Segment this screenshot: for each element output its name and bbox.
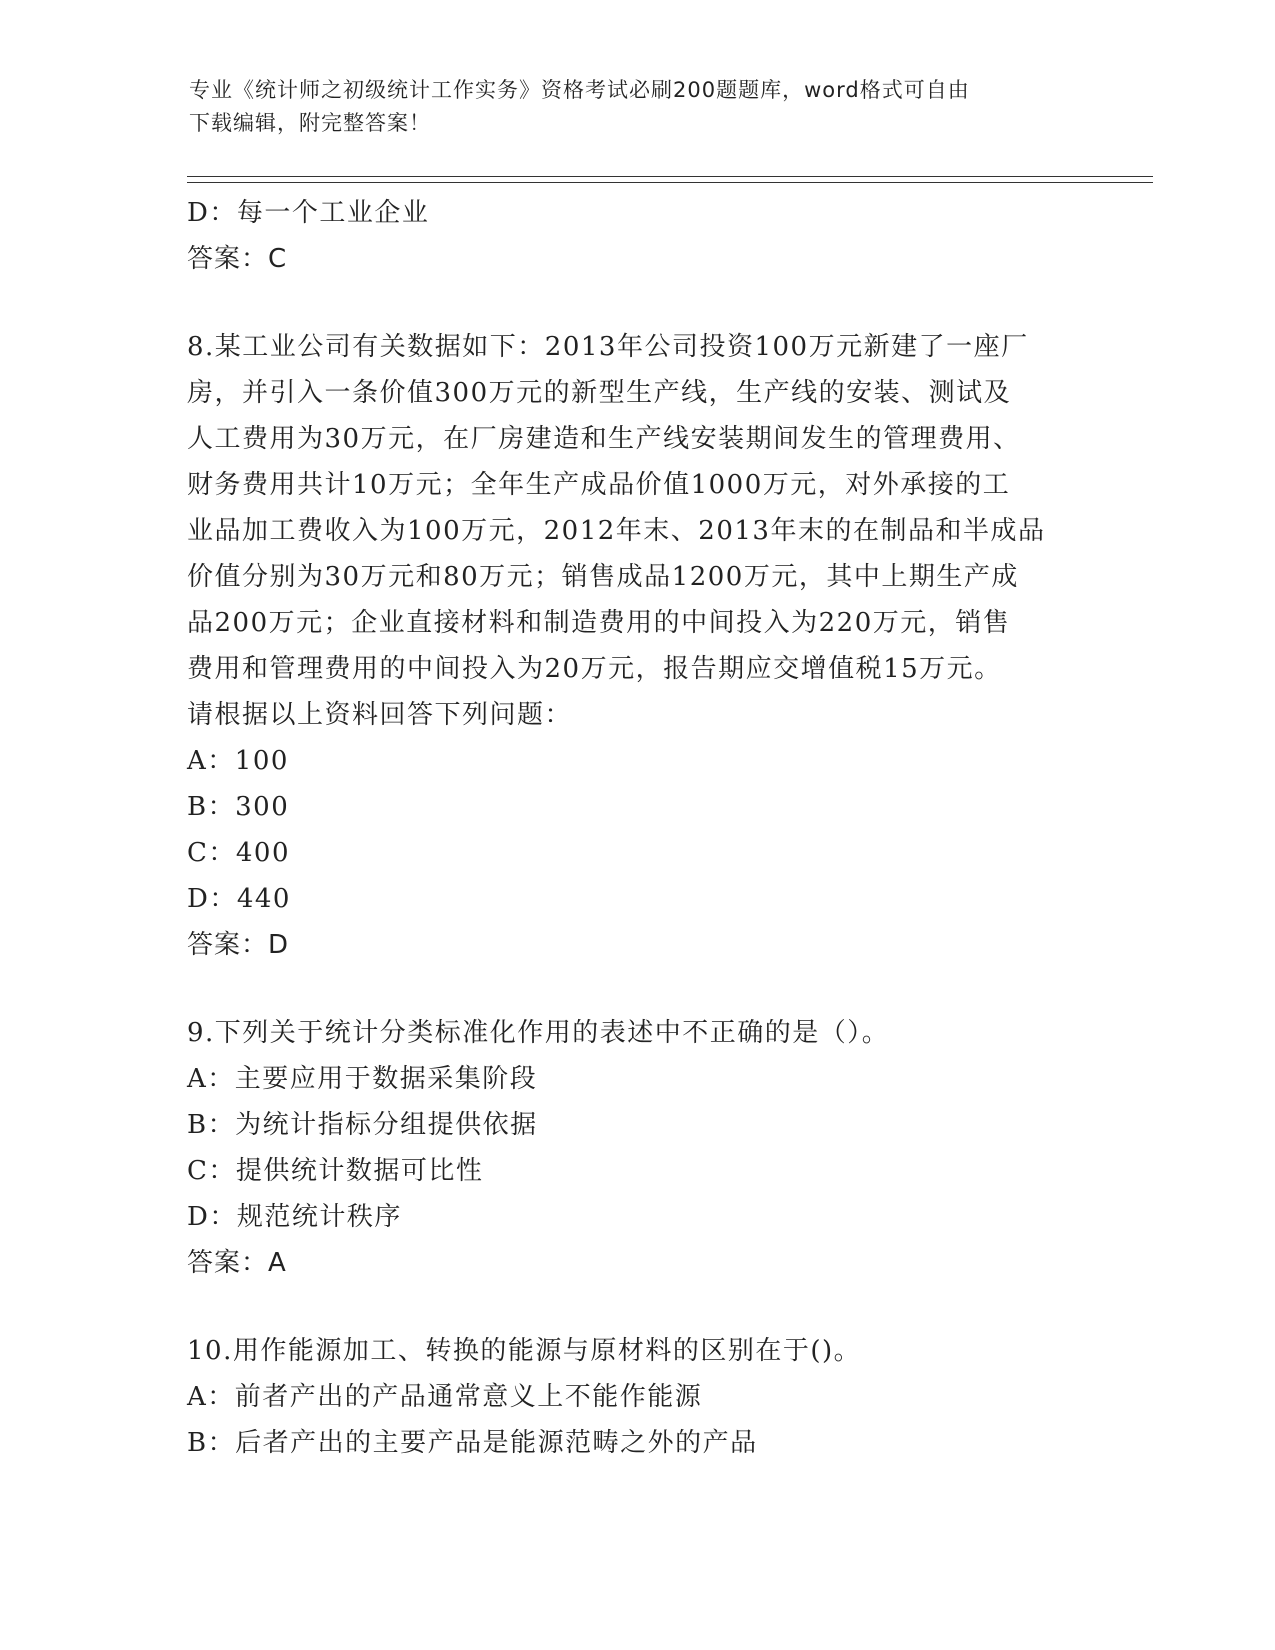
question-9-answer: 答案：A bbox=[187, 1248, 287, 1278]
spacer bbox=[187, 282, 1087, 324]
header-rule-bottom bbox=[187, 182, 1153, 183]
question-8-line: 品200万元；企业直接材料和制造费用的中间投入为220万元，销售 bbox=[187, 608, 1011, 638]
question-9-option-c: C：提供统计数据可比性 bbox=[187, 1156, 484, 1186]
header-line-2: 下载编辑，附完整答案！ bbox=[189, 111, 431, 135]
question-8-line: 费用和管理费用的中间投入为20万元，报告期应交增值税15万元。 bbox=[187, 654, 1002, 684]
prev-answer: 答案：C bbox=[187, 244, 288, 274]
question-10-option-a: A：前者产出的产品通常意义上不能作能源 bbox=[187, 1382, 703, 1412]
question-9-text: 9.下列关于统计分类标准化作用的表述中不正确的是（）。 bbox=[187, 1018, 890, 1048]
question-8-answer: 答案：D bbox=[187, 930, 290, 960]
document-header bbox=[189, 74, 1069, 140]
question-8-line: 房，并引入一条价值300万元的新型生产线，生产线的安装、测试及 bbox=[187, 378, 1012, 408]
question-9-option-b: B：为统计指标分组提供依据 bbox=[187, 1110, 538, 1140]
prev-option-d: D：每一个工业企业 bbox=[187, 198, 430, 228]
question-8-line: 财务费用共计10万元；全年生产成品价值1000万元，对外承接的工 bbox=[187, 470, 1011, 500]
header-line-1: 专业《统计师之初级统计工作实务》资格考试必刷200题题库，word格式可自由 bbox=[189, 78, 970, 102]
question-8-option-c: C：400 bbox=[187, 838, 291, 868]
question-8-line: 请根据以上资料回答下列问题： bbox=[187, 700, 573, 730]
question-10-text: 10.用作能源加工、转换的能源与原材料的区别在于()。 bbox=[187, 1336, 862, 1366]
question-8-line: 人工费用为30万元，在厂房建造和生产线安装期间发生的管理费用、 bbox=[187, 424, 1021, 454]
spacer bbox=[187, 1286, 1087, 1328]
question-8-line: 价值分别为30万元和80万元；销售成品1200万元，其中上期生产成 bbox=[187, 562, 1019, 592]
question-10-option-b: B：后者产出的主要产品是能源范畴之外的产品 bbox=[187, 1428, 758, 1458]
question-9-option-d: D：规范统计秩序 bbox=[187, 1202, 402, 1232]
document-body bbox=[187, 190, 1087, 1466]
spacer bbox=[187, 968, 1087, 1010]
question-8-option-d: D：440 bbox=[187, 884, 291, 914]
question-8-option-a: A：100 bbox=[187, 746, 289, 776]
question-8-option-b: B：300 bbox=[187, 792, 290, 822]
question-8-text bbox=[187, 324, 1077, 738]
header-rule-top bbox=[187, 176, 1153, 177]
question-8-line: 8.某工业公司有关数据如下：2013年公司投资100万元新建了一座厂 bbox=[187, 332, 1029, 362]
question-9-option-a: A：主要应用于数据采集阶段 bbox=[187, 1064, 538, 1094]
question-8-line: 业品加工费收入为100万元，2012年末、2013年末的在制品和半成品 bbox=[187, 516, 1046, 546]
